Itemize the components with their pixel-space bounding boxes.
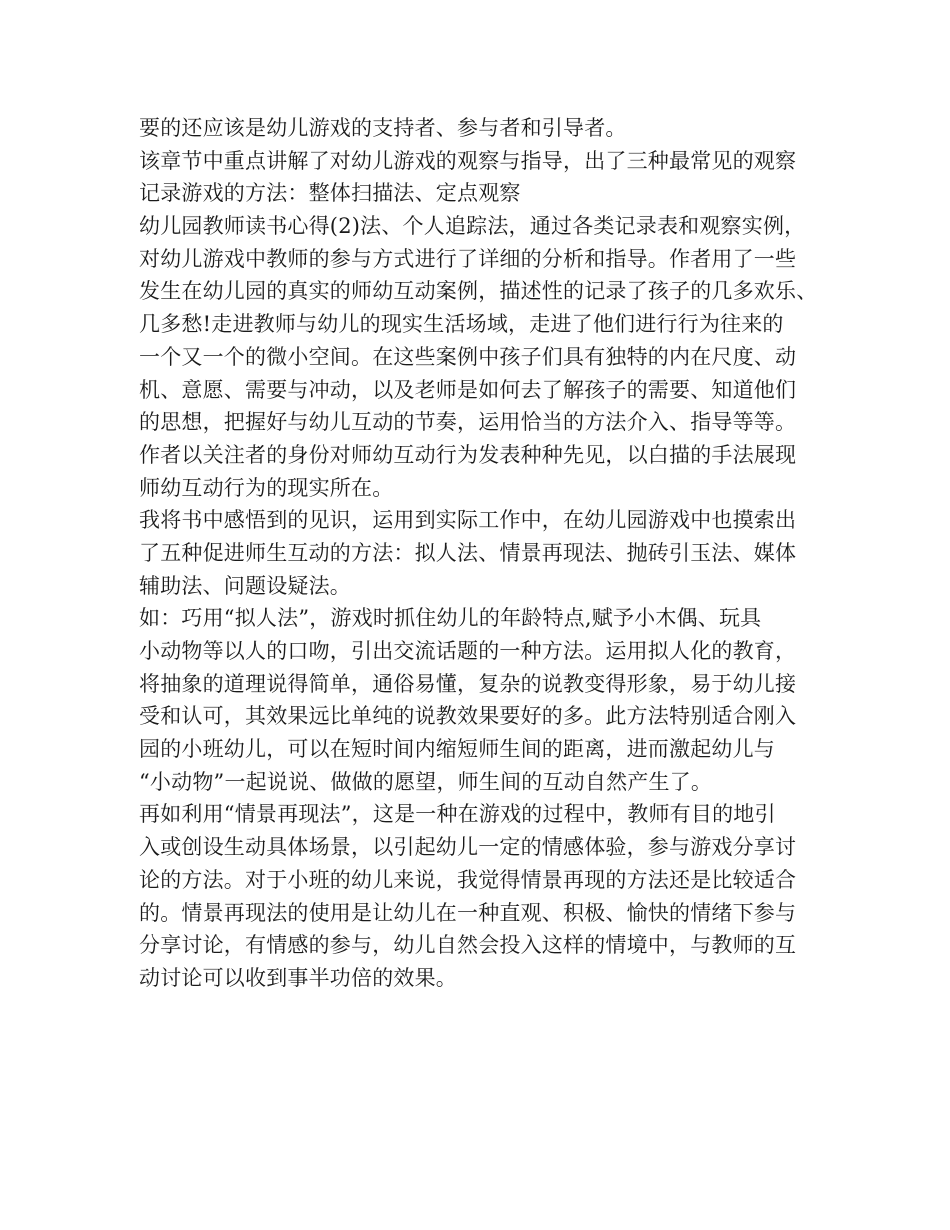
- text-line: 的。情景再现法的使用是让幼儿在一种直观、积极、愉快的情绪下参与: [139, 900, 797, 925]
- text-line: 机、意愿、需要与冲动，以及老师是如何去了解孩子的需要、知道他们: [139, 377, 797, 402]
- text-line: 我将书中感悟到的见识，运用到实际工作中，在幼儿园游戏中也摸索出: [139, 508, 797, 533]
- text-line: 论的方法。对于小班的幼儿来说，我觉得情景再现的方法还是比较适合: [139, 867, 797, 892]
- text-line: 幼儿园教师读书心得(2)法、个人追踪法，通过各类记录表和观察实例，: [139, 214, 806, 239]
- text-line: 对幼儿游戏中教师的参与方式进行了详细的分析和指导。作者用了一些: [139, 246, 797, 271]
- text-line: 该章节中重点讲解了对幼儿游戏的观察与指导，出了三种最常见的观察: [139, 148, 797, 173]
- text-line: 再如利用“情景再现法”，这是一种在游戏的过程中，教师有目的地引: [139, 802, 776, 827]
- text-line: 入或创设生动具体场景，以引起幼儿一定的情感体验，参与游戏分享讨: [139, 835, 797, 860]
- text-line: 受和认可，其效果远比单纯的说教效果要好的多。此方法特别适合刚入: [139, 704, 797, 729]
- text-line: 园的小班幼儿，可以在短时间内缩短师生间的距离，进而激起幼儿与: [139, 737, 775, 762]
- text-line: 了五种促进师生互动的方法：拟人法、情景再现法、抛砖引玉法、媒体: [139, 540, 797, 565]
- text-line: 作者以关注者的身份对师幼互动行为发表种种先见，以白描的手法展现: [139, 442, 797, 467]
- text-line: 师幼互动行为的现实所在。: [139, 475, 394, 500]
- text-line: 记录游戏的方法：整体扫描法、定点观察: [139, 181, 521, 206]
- body-text: [139, 112, 829, 995]
- text-line: 小动物等以人的口吻，引出交流话题的一种方法。运用拟人化的教育，: [139, 639, 797, 663]
- text-line: 的思想，把握好与幼儿互动的节奏，运用恰当的方法介入、指导等等。: [139, 410, 797, 435]
- text-line: 要的还应该是幼儿游戏的支持者、参与者和引导者。: [139, 116, 627, 140]
- text-line: 动讨论可以收到事半功倍的效果。: [139, 965, 457, 990]
- text-line: 如：巧用“拟人法”，游戏时抓住幼儿的年龄特点,赋予小木偶、玩具: [139, 606, 762, 631]
- text-line: 几多愁!走进教师与幼儿的现实生活场域，走进了他们进行行为往来的: [139, 312, 784, 337]
- text-line: 辅助法、问题设疑法。: [139, 573, 351, 598]
- text-line: 分享讨论，有情感的参与，幼儿自然会投入这样的情境中，与教师的互: [139, 933, 797, 958]
- text-line: “小动物”一起说说、做做的愿望，师生间的互动自然产生了。: [139, 769, 713, 794]
- text-line: 一个又一个的微小空间。在这些案例中孩子们具有独特的内在尺度、动: [139, 344, 797, 369]
- text-line: 将抽象的道理说得简单，通俗易懂，复杂的说教变得形象，易于幼儿接: [139, 671, 797, 696]
- text-line: 发生在幼儿园的真实的师幼互动案例，描述性的记录了孩子的几多欢乐、: [139, 279, 818, 304]
